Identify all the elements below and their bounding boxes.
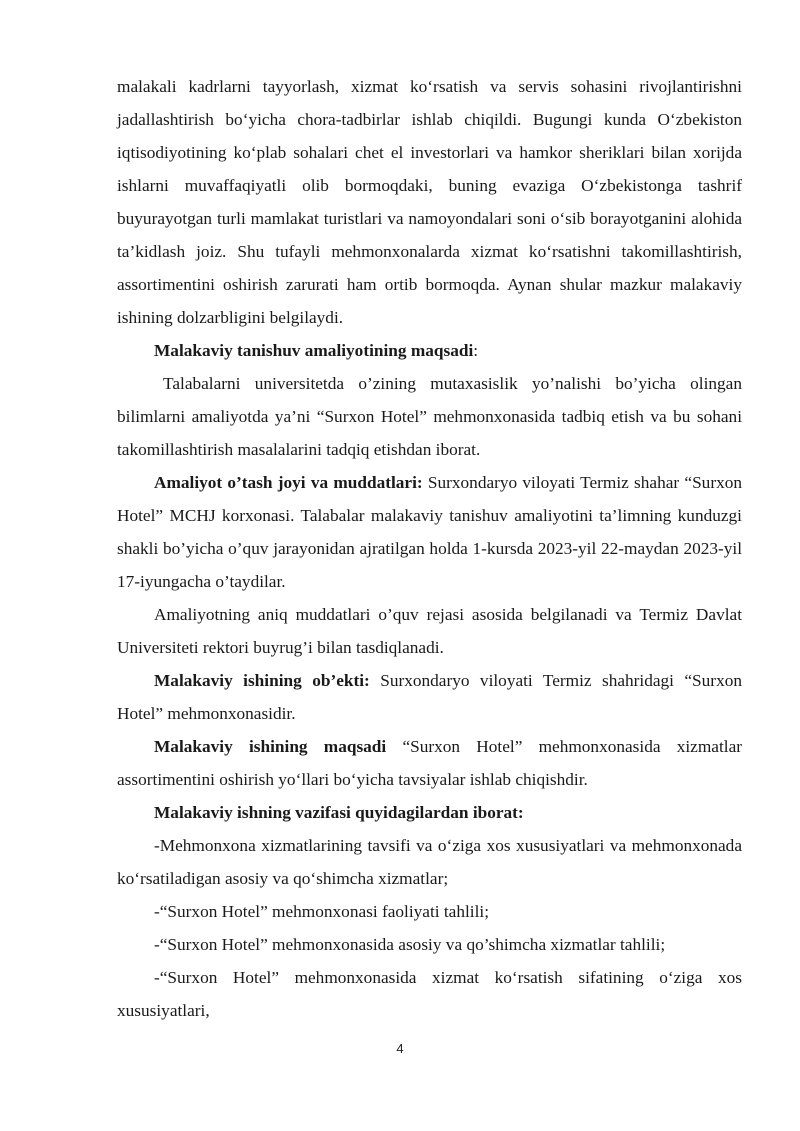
paragraph-practice-dates: Amaliyotning aniq muddatlari o’quv rejasi asosida belgilanadi va Termiz Davlat Universiteti rektori buyrug’i bilan tasdiqlanadi. — [117, 605, 742, 657]
paragraph-practice-goal-heading — [117, 334, 742, 367]
paragraph-intro: malakali kadrlarni tayyorlash, xizmat ko‘rsatish va servis sohasini rivojlantirishni jadallashtirish bo‘yicha chora-tadbirlar ishlab chiqildi. Bugungi kunda O‘zbekiston iqtisodiyotining ko‘plab sohalari chet el investorlari va hamkor sheriklari bilan xorijda ishlarni muvaffaqiyatli olib bormoqdaki, buning evaziga O‘zbekistonga tashrif buyurayotgan turli mamlakat turistlari va namoyondalari soni o‘sib borayotganini alohida ta’kidlash joiz. Shu tufayli mehmonxonalarda xizmat ko‘rsatishni takomillashtirish, assortimentini oshirish zarurati ham ortib bormoqda. Aynan shular mazkur malakaviy ishining dolzarbligini belgilaydi. — [117, 77, 742, 327]
task-item-3: -“Surxon Hotel” mehmonxonasida asosiy va qo’shimcha xizmatlar tahlili; — [154, 935, 666, 954]
work-goal-text: “Surxon Hotel” mehmonxonasida xizmatlar assortimentini oshirish yo‘llari bo‘yicha tavsiyalar ishlab chiqishdir. — [117, 737, 742, 789]
paragraph-work-object — [117, 664, 742, 730]
task-item-4: -“Surxon Hotel” mehmonxonasida xizmat ko‘rsatish sifatining o‘ziga xos xususiyatlari, — [117, 968, 742, 1020]
work-object-text: Surxondaryo viloyati Termiz shahridagi “Surxon Hotel” mehmonxonasidir. — [117, 671, 742, 723]
practice-place-text: Surxondaryo viloyati Termiz shahar “Surxon Hotel” MCHJ korxonasi. Talabalar malakaviy tanishuv amaliyotini ta’limning kunduzgi shakli bo’yicha o’quv jarayonidan ajratilgan holda 1-kursda 2023-yil 22-maydan 2023-yil 17-iyungacha o’taydilar. — [117, 473, 742, 591]
page-number: 4 — [396, 1041, 404, 1056]
document-body — [117, 70, 742, 1027]
heading-practice-goal: Malakaviy tanishuv amaliyotining maqsadi — [154, 341, 474, 360]
heading-work-goal: Malakaviy ishining maqsadi — [154, 737, 387, 756]
paragraph-work-goal — [117, 730, 742, 796]
heading-tasks: Malakaviy ishning vazifasi quyidagilardan iborat: — [154, 803, 524, 822]
heading-work-object: Malakaviy ishining ob’ekti: — [154, 671, 370, 690]
paragraph-practice-goal-text: Talabalarni universitetda o’zining mutaxasislik yo’nalishi bo’yicha olingan bilimlarni amaliyotda ya’ni “Surxon Hotel” mehmonxonasida tadbiq etish va bu sohani takomillashtirish masalalarini tadqiq etishdan iborat. — [117, 374, 742, 459]
heading-practice-place: Amaliyot o’tash joyi va muddatlari: — [154, 473, 423, 492]
paragraph-tasks-heading — [117, 796, 742, 829]
heading-practice-goal-colon: : — [473, 341, 479, 360]
task-item-2: -“Surxon Hotel” mehmonxonasi faoliyati tahlili; — [154, 902, 489, 921]
paragraph-practice-place — [117, 466, 742, 598]
task-item-1: -Mehmonxona xizmatlarining tavsifi va o‘ziga xos xususiyatlari va mehmonxonada ko‘rsatiladigan asosiy va qo‘shimcha xizmatlar; — [117, 836, 742, 888]
